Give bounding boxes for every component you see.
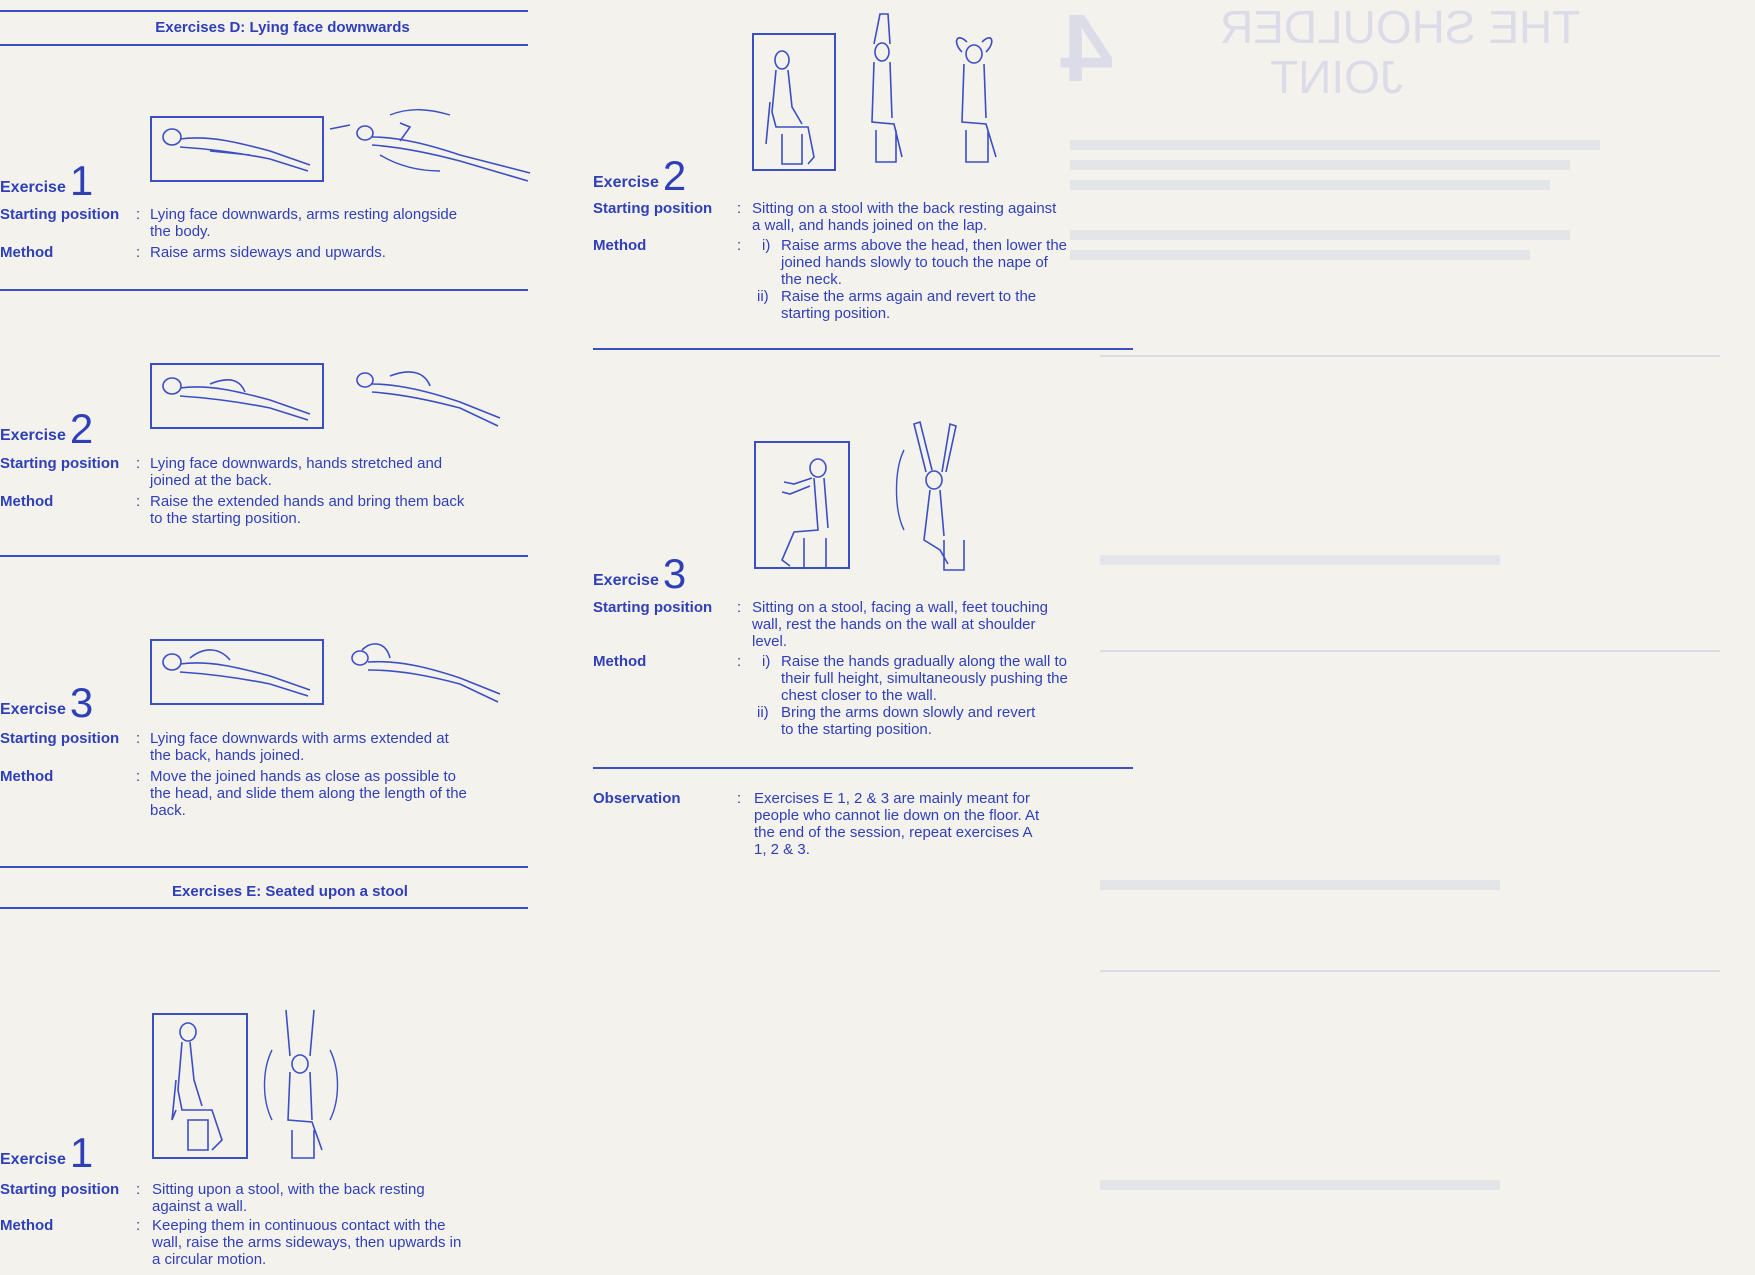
colon: : (136, 730, 141, 747)
method-label: Method (0, 1217, 54, 1234)
exercise-e1-heading (0, 1129, 94, 1176)
d2-starting-text (150, 455, 442, 489)
section-e-title: Exercises E: Seated upon a stool (172, 883, 408, 900)
method-label: Method (0, 493, 54, 510)
e2-method-ii-marker: ii) (757, 288, 769, 305)
e3-method-ii-marker: ii) (757, 704, 769, 721)
text-line: Raise the hands gradually along the wall to (781, 653, 1068, 670)
text-line: Lying face downwards, arms resting alongside (150, 206, 458, 223)
method-label: Method (593, 653, 647, 670)
ghost-text-block (1100, 1180, 1500, 1190)
text-line: joined at the back. (150, 472, 272, 489)
e1-starting-text (152, 1181, 425, 1215)
ghost-rule (1100, 355, 1720, 357)
text-line: wall, rest the hands on the wall at shoulder (752, 616, 1036, 633)
text-line: wall, raise the arms sideways, then upwards in (152, 1234, 462, 1251)
e3-method-i-marker: i) (762, 653, 771, 670)
starting-position-label: Starting position (0, 455, 120, 472)
ghost-number: 4 (1060, 0, 1114, 102)
text-line: the neck. (781, 271, 842, 288)
exercise-word: Exercise (0, 1151, 66, 1168)
figure-e1 (152, 1010, 352, 1165)
exercise-word: Exercise (0, 179, 66, 196)
exercise-word: Exercise (593, 572, 659, 589)
colon: : (136, 1217, 141, 1234)
observation-label: Observation (593, 790, 681, 807)
figure-d3 (150, 638, 510, 713)
text-line: Sitting upon a stool, with the back resting (152, 1181, 425, 1198)
colon: : (737, 653, 742, 670)
figure-d1 (150, 115, 540, 190)
bleed-through-page (1060, 0, 1755, 1275)
ghost-text-block (1070, 160, 1570, 170)
d3-method-text (150, 768, 467, 819)
colon: : (737, 599, 742, 616)
ghost-title-line2: JOINT (1270, 51, 1403, 103)
text-line: Raise the extended hands and bring them back (150, 493, 465, 510)
rule-after-d1 (0, 289, 528, 291)
starting-position-label: Starting position (593, 200, 713, 217)
rule-after-d2 (0, 555, 528, 557)
e2-method-ii-text (781, 288, 1036, 322)
text-line: people who cannot lie down on the floor. At (754, 807, 1040, 824)
figure-d2 (150, 362, 510, 437)
e3-starting-text (752, 599, 1048, 650)
e3-method-i-text (781, 653, 1068, 704)
text-line: to the starting position. (781, 721, 932, 738)
text-line: the body. (150, 223, 211, 240)
e2-method-i-text (781, 237, 1067, 288)
rule-before-e-title (0, 866, 528, 868)
ghost-text-block (1100, 880, 1500, 890)
colon: : (136, 244, 141, 261)
exercise-word: Exercise (593, 174, 659, 191)
d1-starting-text (150, 206, 457, 240)
text-line: Sitting on a stool with the back resting against (752, 200, 1057, 217)
exercise-d3-heading (0, 679, 94, 726)
observation-text (754, 790, 1039, 858)
text-line: Raise arms sideways and upwards. (150, 244, 386, 261)
d1-method-text (150, 244, 386, 261)
text-line: against a wall. (152, 1198, 248, 1215)
text-line: back. (150, 802, 186, 819)
text-line: Raise the arms again and revert to the (781, 288, 1037, 305)
exercise-number: 1 (69, 157, 94, 204)
text-line: to the starting position. (150, 510, 301, 527)
starting-position-label: Starting position (0, 730, 120, 747)
rule-under-e-title (0, 907, 528, 909)
e2-starting-text (752, 200, 1056, 234)
rule-top-left (0, 10, 528, 12)
starting-position-label: Starting position (593, 599, 713, 616)
exercise-d2-heading (0, 405, 94, 452)
text-line: Exercises E 1, 2 & 3 are mainly meant for (754, 790, 1030, 807)
text-line: the back, hands joined. (150, 747, 305, 764)
text-line: Bring the arms down slowly and revert (781, 704, 1036, 721)
text-line: Move the joined hands as close as possible to (150, 768, 457, 785)
colon: : (136, 206, 141, 223)
exercise-number: 2 (662, 152, 687, 199)
figure-e2 (752, 12, 1052, 177)
text-line: chest closer to the wall. (781, 687, 937, 704)
rule-after-e3 (593, 767, 1133, 769)
e3-method-ii-text (781, 704, 1035, 738)
text-line: 1, 2 & 3. (754, 841, 810, 858)
text-line: the head, and slide them along the length of the (150, 785, 467, 802)
exercise-number: 3 (662, 550, 687, 597)
text-line: joined hands slowly to touch the nape of (781, 254, 1048, 271)
text-line: Raise arms above the head, then lower the (781, 237, 1068, 254)
text-line: Sitting on a stool, facing a wall, feet touching (752, 599, 1049, 616)
ghost-text-block (1070, 140, 1600, 150)
ghost-rule (1100, 650, 1720, 652)
ghost-rule (1100, 970, 1720, 972)
section-d-title: Exercises D: Lying face downwards (155, 19, 410, 36)
exercise-word: Exercise (0, 701, 66, 718)
colon: : (136, 1181, 141, 1198)
colon: : (136, 768, 141, 785)
method-label: Method (0, 768, 54, 785)
text-line: Lying face downwards with arms extended at (150, 730, 449, 747)
exercise-d1-heading (0, 157, 94, 204)
text-line: Keeping them in continuous contact with the (152, 1217, 446, 1234)
exercise-word: Exercise (0, 427, 66, 444)
text-line: the end of the session, repeat exercises A (754, 824, 1033, 841)
exercise-number: 2 (69, 405, 94, 452)
text-line: a circular motion. (152, 1251, 267, 1268)
exercise-e3-heading (593, 550, 687, 597)
d3-starting-text (150, 730, 449, 764)
exercise-e2-heading (593, 152, 687, 199)
ghost-text-block (1100, 555, 1500, 565)
method-label: Method (0, 244, 54, 261)
text-line: starting position. (781, 305, 891, 322)
colon: : (136, 493, 141, 510)
method-label: Method (593, 237, 647, 254)
text-line: Lying face downwards, hands stretched and (150, 455, 443, 472)
text-line: their full height, simultaneously pushing the (781, 670, 1068, 687)
colon: : (737, 237, 742, 254)
exercise-number: 1 (69, 1129, 94, 1176)
ghost-text-block (1070, 230, 1570, 240)
rule-after-e2 (593, 348, 1133, 350)
ghost-text-block (1070, 180, 1550, 190)
exercise-number: 3 (69, 679, 94, 726)
starting-position-label: Starting position (0, 206, 120, 223)
rule-under-d-title (0, 44, 528, 46)
e1-method-text (152, 1217, 461, 1268)
text-line: a wall, and hands joined on the lap. (752, 217, 988, 234)
colon: : (737, 790, 742, 807)
colon: : (737, 200, 742, 217)
text-line: level. (752, 633, 788, 650)
figure-e3 (754, 420, 984, 575)
ghost-title-line1: THE SHOULDER (1220, 1, 1581, 53)
d2-method-text (150, 493, 464, 527)
e2-method-i-marker: i) (762, 237, 771, 254)
ghost-text-block (1070, 250, 1530, 260)
colon: : (136, 455, 141, 472)
starting-position-label: Starting position (0, 1181, 120, 1198)
